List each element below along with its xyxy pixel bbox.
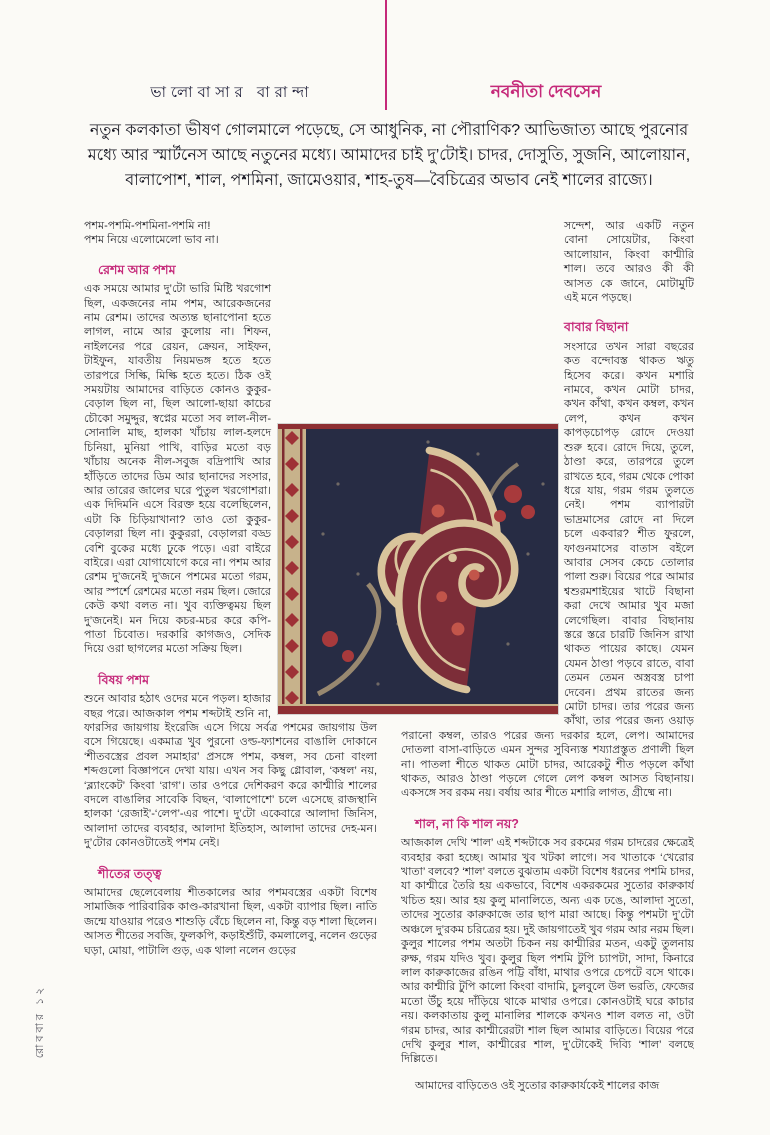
section-body-babar-bichhana: সংসারে তখন সারা বছরের কত বন্দোবস্ত থাকত ঋতু হিসেব করে। কখন মশারি নামবে, কখন মোটা চাদর, কখন কাঁথা, কখন কম্বল, কখন লেপ, কখন কখন কাপড়চোপড় রোদে দেওয়া শুরু হবে। রোদে দিয়ে, তুলে, ঠাণ্ডা করে, তারপরে তুলে রাখতে হবে, গরম থেকে পোকা ধরে যায়, গরম গরম তুলতে নেই। পশম ব্যাপারটা ভাদ্রমাসের রোদে না দিলে চলে একবার? শীত ফুরলে, ফাগুনমাসের বাতাস বইলে আবার সেসব কেচে তোলার পালা শুরু। বিয়ের পরে আমার শ্বশুরমশাইয়ের খাটে বিছানা করা দেখে আমার খুব মজা লেগেছিল। বাবার বিছানায় স্তরে স্তরে চারটি জিনিস রাখা থাকত পায়ের কাছে। যেমন যেমন ঠাণ্ডা পড়বে রাতে, বাবা তেমন তেমন অস্ত্রবস্ত্র চাপা দেবেন। প্রথম রাতের জন্য মোটা চাদর। তার পরের জন্য কাঁথা, তার পরের জন্য ওয়াড় পরানো কম্বল, তারও পরের জন্য দরকার হলে, লেপ। আমাদের দোতলা বাসা-বাড়িতে এমন সুন্দর সুবিন্যস্ত শয্যাপ্রস্তুত প্রণালী ছিল না। পাতলা শীতে থাকত মোটা চাদর, আরেকটু শীত পড়লে কাঁথা থাকত, আরও ঠাণ্ডা পড়লে গেলে লেপ কম্বল আসত বিছানায়। একসঙ্গে সব রকম নয়। বর্ষায় আর শীতে মশারি লাগত, গ্রীষ্মে না।: [401, 340, 694, 800]
header-divider-line: [385, 0, 387, 110]
section-heading-shiter-tottwo: শীতের তত্ত্ব: [98, 866, 162, 881]
section-heading-shal-na-ki-shal-noy: শাল, না কি শাল নয়?: [415, 816, 519, 831]
opening-line-2: পশম নিয়ে এলোমেলো ভাব না।: [84, 234, 219, 247]
section-body-resham-ar-pashom: এক সময়ে আমার দু’টো ভারি মিষ্টি খরগোশ ছিল, একজনের নাম পশম, আরেকজনের নাম রেশম। তাদের অত্যন্ত ছানাপোনা হতে লাগল, নামে আর কুলোয় না। শিফন, নাইলনের পরে রেয়ন, ক্রেয়ন, সাইফন, টাইফুন, যাবতীয় নিয়মভঙ্গ হতে হতে তারপরে সিল্কি, মিল্কি হতে হতে। ঠিক ওই সময়টায় আমাদের বাড়িতে কোনও কুকুর-বেড়াল ছিল না, ছিল আলো-ছায়া কাচের চৌকো সমুদ্দুর, স্বপ্নের মতো সব লাল-নীল-সোনালি মাছ, হালকা খাঁচায় লাল-হলদে চিনিয়া, মুনিয়া পাখি, বাড়ির মতো বড় খাঁচায় অনেক নীল-সবুজ বদ্রিপাখি আর হাঁড়িতে তাদের ডিম আর ছানাদের সংসার, আর তারের জালের ঘরে পুতুল খরগোশরা। এক দিদিমনি এসে বিরক্ত হয়ে বলেছিলেন, এটা কি চিড়িয়াখানা? তাও তো কুকুর-বেড়ালরা ছিল না। কুকুররা, বেড়ালরা বড্ড বেশি বুকের মধ্যে ঢুকে পড়ে। এরা বাইরে বাইরে। এরা যোগাযোগে করে না। পশম আর রেশম দু’জনেই দু’জনে পশমের মতো গরম, আর স্পর্শে রেশমের মতো নরম ছিল। জোরে কেউ কথা বলত না। খুব ব্যক্তিত্বময় ছিল দু’জনেই। মন দিয়ে কচর-মচর করে কপি-পাতা চিবোত। দরকারি কাগজও, সেদিক দিয়ে ওরা ছাগলের মতো সক্রিয় ছিল।: [84, 283, 271, 656]
intro-standfirst: নতুন কলকাতা ভীষণ গোলমালে পড়েছে, সে আধুনিক, না পৌরাণিক? আভিজাত্য আছে পুরনোর মধ্যে আর স্মার্টনেস আছে নতুনের মধ্যে। আমাদের চাই দু’টোই। চাদর, দোসুতি, সুজনি, আলোয়ান, বালাপোশ, শাল, পশমিনা, জামেওয়ার, শাহ-তুষ—বৈচিত্রের অভাব নেই শালের রাজ্যে।: [87, 122, 691, 189]
section-heading-bishoy-pashom: বিষয় পশম: [98, 672, 150, 687]
opening-lines: [84, 219, 377, 248]
shawl-photo: [278, 424, 558, 714]
section-body-shiter-tottwo: আমাদের ছেলেবেলায় শীতকালের আর পশমবস্ত্রের একটা বিশেষ সামাজিক পারিবারিক কাণ্ড-কারখানা ছিল, একটা ব্যাপার ছিল। নাতি জন্মে যাওয়ার পরেও শাশুড়ি বেঁচে ছিলেন না, কিন্তু বড় শালা ছিলেন। আসত শীতের সবজি, ফুলকপি, কড়াইশুঁটি, কমলালেবু, নলেন গুড়ের ঘড়া, মোয়া, পাটালি গুড়, এক থালা নলেন গুড়ের: [84, 887, 377, 957]
section-body-shal-na-ki-shal-noy: আজকাল দেখি ‘শাল’ এই শব্দটাকে সব রকমের গরম চাদরের ক্ষেত্রেই ব্যবহার করা হচ্ছে। আমার খুব খটকা লাগে। সব খাতাকে ‘খেরোর খাতা’ বলবে? ‘শাল’ বলতে বুঝতাম একটা বিশেষ ধরনের পশমি চাদর, যা কাশ্মীরে তৈরি হয় একভাবে, বিশেষ একরকমের সুতোর কারুকার্য খচিত হয়। আর হয় কুলু মানালিতে, অন্য এক ঢঙে, আলাদা সুতো, তাদের সুতোর কারুকাজে তার ছাপ মারা আছে। কিন্তু পশমটা দু’টো অঞ্চলে দু’রকম চরিত্রের হয়। দুই জায়গাতেই খুব গরম আর নরম ছিল। কুলুর শালের পশম অতটা চিকন নয় কাশ্মীরির মতন, একটু তুলনায় রুক্ষ, গরম যদিও খুব। কুলুর ছিল পশমি টুপি চ্যাপটা, সাদা, কিনারে লাল কারুকাজের রঙিন পট্টি বাঁধা, মাথার ওপরে চেপটে বসে থাকে। আর কাশ্মীরি টুপি কালো কিংবা বাদামি, চুলবুলে উল ভরতি, ফেজের মতো উঁচু হয়ে দাঁড়িয়ে থাকে মাথার ওপরে। কোনওটাই ঘরে কাচার নয়। কলকাতায় কুলু মানালির শালকে কখনও শাল বলত না, ওটা গরম চাদর, আর কাশ্মীরেরটা শাল ছিল আমার বাড়িতে। বিয়ের পরে দেখি কুলুর শাল, কাশ্মীরের শাল, দু’টোকেই দিব্যি ‘শাল’ বলছে দিল্লিতে।: [401, 837, 694, 1066]
section-heading-resham-ar-pashom: রেশম আর পশম: [98, 262, 176, 277]
section-heading-babar-bichhana: বাবার বিছানা: [564, 320, 629, 335]
section-body-bishoy-pashom: শুনে আবার হঠাৎ ওদের মনে পড়ল। হাজার বছর পরে। আজকাল পশম শব্দটাই শুনি না, ফারসির জায়গায় ইংরেজি এসে গিয়ে সর্বত্র পশমের জায়গায় উল বসে গিয়েছে। একমাত্র খুব পুরনো ওল্ড-ফ্যাশনের বাঙালি দোকানে ‘শীতবস্ত্রের প্রবল সমাহার’ প্রসঙ্গে পশম, কম্বল, সব চেনা বাংলা শব্দগুলো বিজ্ঞাপনে দেখা যায়। এখন সব কিছু গ্লোবাল, ‘কম্বল’ নয়, ‘ব্ল্যাংকেট’ কিংবা ‘রাগ’। তার ওপরে দেশিকরণ করে কাশ্মীরি শালের বদলে বাঙালির সাবেকি বিছন, ‘বালাপোশে’ চলে এসেছে রাজস্থানি হালকা ‘রেজাই’-‘লেপ’-এর পাশে। দু’টো একেবারে আলাদা জিনিস, আলাদা তাদের ব্যবহার, আলাদা ইতিহাস, আলাদা তাদের দেহ-মন। দু’টোর কোনওটাতেই পশম নেই।: [84, 693, 377, 850]
series-title: ভালোবাসার বারান্দা: [150, 84, 314, 101]
paisley-pattern-svg: [278, 424, 558, 714]
right-column-opening: সন্দেশ, আর একটি নতুন বোনা সোয়েটার, কিংবা আলোয়ান, কিংবা কাশ্মীরি শাল। তবে আরও কী কী আসত কে জানে, মোটামুটি এই মনে পড়ছে।: [564, 220, 694, 305]
opening-line-1: পশম-পশমি-পশমিনা-পশমি না!: [84, 220, 211, 232]
page-edge-label: রোববার ১২: [34, 984, 46, 1059]
author-name: নবনীতা দেবসেন: [490, 82, 602, 101]
closing-paragraph: আমাদের বাড়িতেও ওই সুতোর কারুকার্যকেই শালের কাজ: [415, 1079, 660, 1092]
